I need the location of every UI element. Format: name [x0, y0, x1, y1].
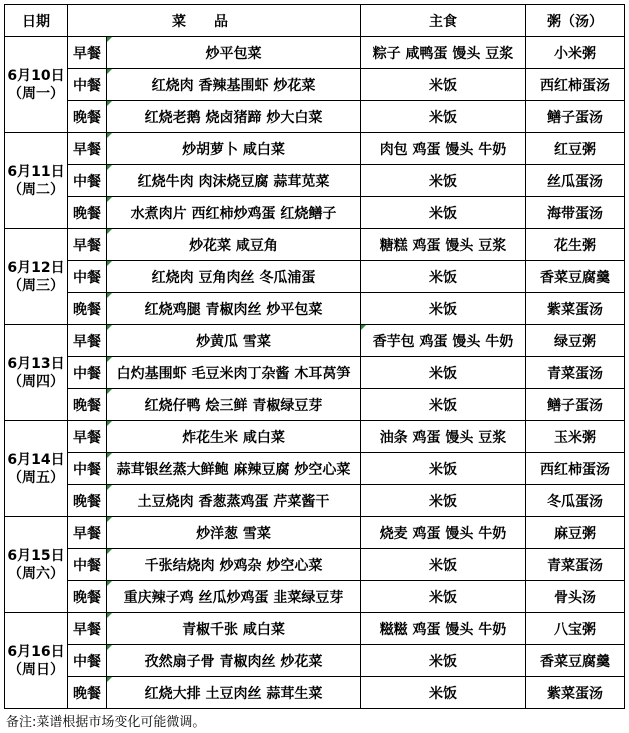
date-cell	[5, 229, 68, 325]
meal-label: 晚餐	[68, 485, 107, 517]
soup-cell: 玉米粥	[526, 421, 625, 453]
date-label: 6月15日	[7, 547, 65, 564]
dishes-cell: 千张结烧肉 炒鸡杂 炒空心菜	[107, 549, 361, 581]
header-dishes-label: 菜品	[172, 13, 256, 30]
dishes-cell: 孜然扇子骨 青椒肉丝 炒花菜	[107, 645, 361, 677]
soup-cell: 绿豆粥	[526, 325, 625, 357]
staple-cell: 香芋包 鸡蛋 馒头 牛奶	[361, 325, 526, 357]
meal-label: 早餐	[68, 37, 107, 69]
header-dishes	[68, 5, 361, 37]
table-row	[5, 133, 625, 165]
dishes-cell: 白灼基围虾 毛豆米肉丁杂酱 木耳莴笋	[107, 357, 361, 389]
table-row	[5, 549, 625, 581]
menu-table	[4, 4, 625, 709]
table-row	[5, 357, 625, 389]
soup-cell: 骨头汤	[526, 581, 625, 613]
staple-cell: 米饭	[361, 101, 526, 133]
staple-cell: 米饭	[361, 453, 526, 485]
soup-cell: 麻豆粥	[526, 517, 625, 549]
soup-cell: 青菜蛋汤	[526, 549, 625, 581]
dishes-cell: 蒜茸银丝蒸大鲜鲍 麻辣豆腐 炒空心菜	[107, 453, 361, 485]
dishes-cell: 水煮肉片 西红柿炒鸡蛋 红烧鳝子	[107, 197, 361, 229]
staple-cell: 米饭	[361, 549, 526, 581]
dishes-cell: 炒黄瓜 雪菜	[107, 325, 361, 357]
date-cell	[5, 325, 68, 421]
meal-label: 中餐	[68, 69, 107, 101]
date-cell	[5, 133, 68, 229]
header-row	[5, 5, 625, 37]
meal-label: 早餐	[68, 133, 107, 165]
staple-cell: 米饭	[361, 165, 526, 197]
soup-cell: 西红柿蛋汤	[526, 69, 625, 101]
dishes-cell: 红烧鸡腿 青椒肉丝 炒平包菜	[107, 293, 361, 325]
staple-cell: 米饭	[361, 197, 526, 229]
dishes-cell: 炒洋葱 雪菜	[107, 517, 361, 549]
table-row	[5, 325, 625, 357]
staple-cell: 米饭	[361, 645, 526, 677]
soup-cell: 花生粥	[526, 229, 625, 261]
soup-cell: 红豆粥	[526, 133, 625, 165]
meal-label: 中餐	[68, 645, 107, 677]
soup-cell: 鳝子蛋汤	[526, 101, 625, 133]
meal-label: 中餐	[68, 165, 107, 197]
dishes-cell: 红烧大排 土豆肉丝 蒜茸生菜	[107, 677, 361, 709]
weekday-label: （周二）	[8, 181, 64, 198]
soup-cell: 冬瓜蛋汤	[526, 485, 625, 517]
dishes-cell: 土豆烧肉 香葱蒸鸡蛋 芹菜酱干	[107, 485, 361, 517]
soup-cell: 西红柿蛋汤	[526, 453, 625, 485]
staple-cell: 油条 鸡蛋 馒头 豆浆	[361, 421, 526, 453]
dishes-cell: 红烧老鹅 烧卤猪蹄 炒大白菜	[107, 101, 361, 133]
table-row	[5, 389, 625, 421]
meal-label: 中餐	[68, 549, 107, 581]
date-cell	[5, 421, 68, 517]
staple-cell: 肉包 鸡蛋 馒头 牛奶	[361, 133, 526, 165]
staple-cell: 糍糍 鸡蛋 馒头 牛奶	[361, 613, 526, 645]
date-label: 6月14日	[7, 451, 65, 468]
dishes-cell: 红烧肉 豆角肉丝 冬瓜浦蛋	[107, 261, 361, 293]
meal-label: 早餐	[68, 229, 107, 261]
soup-cell: 青菜蛋汤	[526, 357, 625, 389]
soup-cell: 紫菜蛋汤	[526, 293, 625, 325]
weekday-label: （周五）	[8, 469, 64, 486]
dishes-cell: 炸花生米 咸白菜	[107, 421, 361, 453]
date-label: 6月13日	[7, 355, 65, 372]
soup-cell: 小米粥	[526, 37, 625, 69]
soup-cell: 香菜豆腐羹	[526, 261, 625, 293]
staple-cell: 米饭	[361, 581, 526, 613]
table-row	[5, 613, 625, 645]
table-row	[5, 421, 625, 453]
table-row	[5, 517, 625, 549]
weekday-label: （周四）	[8, 373, 64, 390]
date-cell	[5, 37, 68, 133]
dishes-cell: 红烧牛肉 肉沫烧豆腐 蒜茸苋菜	[107, 165, 361, 197]
meal-label: 晚餐	[68, 101, 107, 133]
meal-label: 中餐	[68, 453, 107, 485]
meal-label: 中餐	[68, 261, 107, 293]
meal-label: 中餐	[68, 357, 107, 389]
dishes-cell: 重庆辣子鸡 丝瓜炒鸡蛋 韭菜绿豆芽	[107, 581, 361, 613]
staple-cell: 糖糕 鸡蛋 馒头 豆浆	[361, 229, 526, 261]
soup-cell: 紫菜蛋汤	[526, 677, 625, 709]
staple-cell: 烧麦 鸡蛋 馒头 牛奶	[361, 517, 526, 549]
table-row	[5, 581, 625, 613]
weekday-label: （周日）	[8, 661, 64, 678]
table-row	[5, 165, 625, 197]
meal-label: 早餐	[68, 421, 107, 453]
dishes-cell: 炒花菜 咸豆角	[107, 229, 361, 261]
dishes-cell: 炒胡萝卜 咸白菜	[107, 133, 361, 165]
staple-cell: 粽子 咸鸭蛋 馒头 豆浆	[361, 37, 526, 69]
footnote: 备注:菜谱根据市场变化可能微调。	[6, 715, 206, 730]
meal-label: 早餐	[68, 613, 107, 645]
date-cell	[5, 517, 68, 613]
staple-cell: 米饭	[361, 357, 526, 389]
table-row	[5, 645, 625, 677]
staple-cell: 米饭	[361, 389, 526, 421]
table-row	[5, 453, 625, 485]
soup-cell: 鳝子蛋汤	[526, 389, 625, 421]
staple-cell: 米饭	[361, 677, 526, 709]
header-date: 日期	[5, 5, 68, 37]
staple-cell: 米饭	[361, 485, 526, 517]
table-row	[5, 293, 625, 325]
meal-label: 晚餐	[68, 677, 107, 709]
weekday-label: （周三）	[8, 277, 64, 294]
header-soup: 粥（汤）	[526, 5, 625, 37]
meal-label: 早餐	[68, 325, 107, 357]
header-staple: 主食	[361, 5, 526, 37]
weekday-label: （周六）	[8, 565, 64, 582]
date-label: 6月11日	[7, 163, 65, 180]
soup-cell: 八宝粥	[526, 613, 625, 645]
meal-label: 晚餐	[68, 389, 107, 421]
dishes-cell: 红烧仔鸭 烩三鲜 青椒绿豆芽	[107, 389, 361, 421]
table-row	[5, 101, 625, 133]
meal-label: 晚餐	[68, 581, 107, 613]
weekday-label: （周一）	[8, 85, 64, 102]
staple-cell: 米饭	[361, 69, 526, 101]
table-row	[5, 229, 625, 261]
meal-label: 晚餐	[68, 197, 107, 229]
dishes-cell: 青椒千张 咸白菜	[107, 613, 361, 645]
soup-cell: 海带蛋汤	[526, 197, 625, 229]
dishes-cell: 红烧肉 香辣基围虾 炒花菜	[107, 69, 361, 101]
dishes-cell: 炒平包菜	[107, 37, 361, 69]
table-row	[5, 261, 625, 293]
table-row	[5, 69, 625, 101]
meal-label: 晚餐	[68, 293, 107, 325]
staple-cell: 米饭	[361, 293, 526, 325]
date-label: 6月16日	[7, 643, 65, 660]
table-row	[5, 197, 625, 229]
date-label: 6月12日	[7, 259, 65, 276]
table-row	[5, 37, 625, 69]
staple-cell: 米饭	[361, 261, 526, 293]
soup-cell: 丝瓜蛋汤	[526, 165, 625, 197]
meal-label: 早餐	[68, 517, 107, 549]
soup-cell: 香菜豆腐羹	[526, 645, 625, 677]
table-row	[5, 485, 625, 517]
date-cell	[5, 613, 68, 709]
date-label: 6月10日	[7, 67, 65, 84]
table-row	[5, 677, 625, 709]
